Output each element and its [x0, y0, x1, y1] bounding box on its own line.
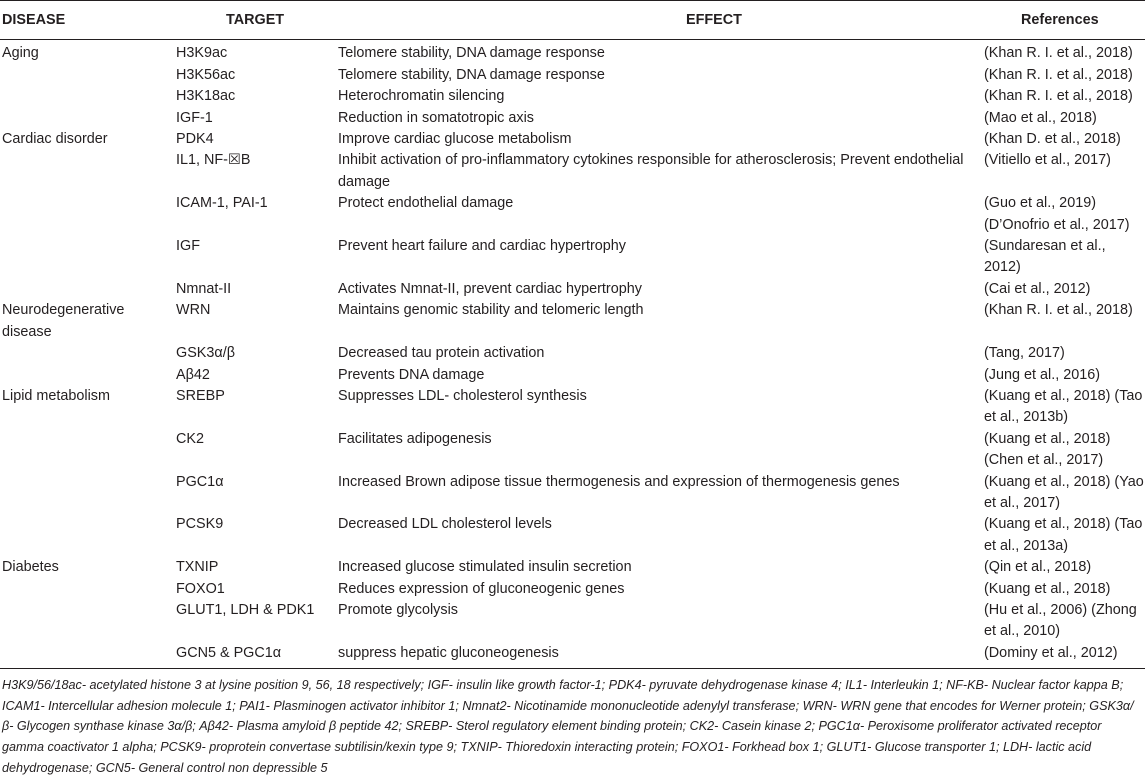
table-row — [0, 65, 1145, 86]
cell-effect: Prevents DNA damage — [338, 366, 485, 383]
cell-target: Nmnat-II — [176, 280, 232, 297]
cell-references: (Kuang et al., 2018) (Tao et al., 2013b) — [984, 387, 1143, 426]
cell-disease — [0, 365, 176, 386]
cell-references: (Sundaresan et al., 2012) — [984, 238, 1106, 276]
cell-references: (Khan R. I. et al., 2018) — [984, 66, 1133, 83]
cell-effect: Heterochromatin silencing — [338, 88, 505, 105]
table-row — [0, 86, 1145, 107]
cell-disease — [0, 514, 176, 557]
cell-target: H3K18ac — [176, 88, 236, 105]
table-row — [0, 643, 1145, 669]
table-row — [0, 40, 1145, 65]
cell-disease — [0, 600, 176, 643]
cell-references: (Hu et al., 2006) (Zhong et al., 2010) — [984, 601, 1137, 640]
table-footnote: H3K9/56/18ac- acetylated histone 3 at lysine position 9, 56, 18 respectively; IGF- insulin like growth factor-1; PDK4- pyruvate dehydrogenase kinase 4; IL1- Interleukin 1; NF-KB- Nuclear factor kappa B; ICAM1- Intercellular adhesion molecule 1; PAI1- Plasminogen activator inhibitor 1; Nmnat2- Nicotinamide mononucleotide adenylyl transferase; WRN- WRN gene that encodes for Werner protein; GSK3α/β- Glycogen synthase kinase 3α/β; Aβ42- Plasma amyloid β peptide 42; SREBP- Sterol regulatory element binding protein; CK2- Casein kinase 2; PGC1α- Peroxisome proliferator activated receptor gamma coactivator 1 alpha; PCSK9- proprotein convertase subtilisin/kexin type 9; TXNIP- Thioredoxin interacting protein; FOXO1- Forkhead box 1; GLUT1- Glucose transporter 1; LDH- lactic acid dehydrogenase; GCN5- General control non depressible 5 — [2, 678, 1134, 775]
cell-references: (Khan R. I. et al., 2018) — [984, 302, 1133, 319]
cell-disease — [0, 643, 176, 669]
header-target: TARGET — [176, 1, 338, 40]
table-row — [0, 429, 1145, 472]
cell-target: TXNIP — [176, 559, 219, 576]
cell-effect: Promote glycolysis — [338, 601, 458, 618]
cell-effect: Reduction in somatotropic axis — [338, 109, 534, 126]
table-row — [0, 600, 1145, 643]
cell-target: GSK3α/β — [176, 345, 235, 362]
table-row — [0, 579, 1145, 600]
cell-references: (Mao et al., 2018) — [984, 109, 1097, 126]
table-row — [0, 514, 1145, 557]
cell-disease: Aging — [2, 45, 39, 62]
cell-target: WRN — [176, 302, 211, 319]
header-effect: EFFECT — [338, 1, 984, 40]
cell-effect: Protect endothelial damage — [338, 195, 514, 212]
cell-disease — [0, 236, 176, 279]
cell-target: PCSK9 — [176, 516, 224, 533]
cell-disease: Lipid metabolism — [2, 387, 110, 404]
cell-references: (Qin et al., 2018) — [984, 559, 1092, 576]
cell-effect: Activates Nmnat-II, prevent cardiac hypertrophy — [338, 280, 642, 297]
cell-target: FOXO1 — [176, 580, 225, 597]
cell-disease — [0, 65, 176, 86]
header-row — [0, 1, 1145, 40]
cell-effect: Maintains genomic stability and telomeric length — [338, 302, 644, 319]
cell-target: IL1, NF-☒B — [176, 152, 251, 169]
cell-target: Aβ42 — [176, 366, 210, 383]
cell-disease — [0, 150, 176, 193]
cell-target: IGF — [176, 238, 200, 255]
cell-target: GLUT1, LDH & PDK1 — [176, 601, 315, 618]
table-row — [0, 193, 1145, 236]
cell-references: (Jung et al., 2016) — [984, 366, 1100, 383]
cell-references: (Tang, 2017) — [984, 345, 1065, 362]
cell-references: (Kuang et al., 2018) (Yao et al., 2017) — [984, 473, 1144, 511]
cell-effect: Prevent heart failure and cardiac hypertrophy — [338, 238, 626, 255]
cell-effect: Suppresses LDL- cholesterol synthesis — [338, 387, 587, 404]
header-references: References — [984, 1, 1145, 40]
cell-disease — [0, 472, 176, 515]
cell-effect: Inhibit activation of pro-inflammatory cytokines responsible for atherosclerosis; Prevent endothelial damage — [338, 152, 964, 190]
cell-target: ICAM-1, PAI-1 — [176, 195, 268, 212]
table-row — [0, 108, 1145, 129]
table-row — [0, 236, 1145, 279]
cell-references: (Khan R. I. et al., 2018) — [984, 88, 1133, 105]
cell-target: GCN5 & PGC1α — [176, 643, 338, 669]
cell-references: (Kuang et al., 2018) (Tao et al., 2013a) — [984, 516, 1143, 554]
cell-effect: Increased glucose stimulated insulin secretion — [338, 559, 632, 576]
cell-target: SREBP — [176, 387, 225, 404]
cell-disease: Neurodegenerative disease — [2, 302, 125, 340]
cell-references: (Vitiello et al., 2017) — [984, 152, 1111, 169]
table-row — [0, 365, 1145, 386]
cell-target: PGC1α — [176, 473, 224, 490]
table-row — [0, 386, 1145, 429]
cell-references: (Khan D. et al., 2018) — [984, 131, 1121, 148]
cell-references: (Dominy et al., 2012) — [984, 643, 1145, 669]
table-row — [0, 279, 1145, 300]
table-body — [0, 40, 1145, 669]
cell-target: H3K9ac — [176, 45, 228, 62]
cell-references: (Khan R. I. et al., 2018) — [984, 45, 1133, 62]
cell-disease: Cardiac disorder — [2, 131, 108, 148]
cell-target: CK2 — [176, 430, 204, 447]
table-row — [0, 343, 1145, 364]
cell-references: (Kuang et al., 2018) — [984, 580, 1111, 597]
cell-disease — [0, 86, 176, 107]
cell-references: (Guo et al., 2019) (D’Onofrio et al., 2017) — [984, 195, 1130, 233]
cell-disease — [0, 193, 176, 236]
cell-effect: Increased Brown adipose tissue thermogenesis and expression of thermogenesis genes — [338, 473, 900, 490]
table-row — [0, 472, 1145, 515]
cell-target: H3K56ac — [176, 66, 236, 83]
header-disease: DISEASE — [0, 1, 176, 40]
cell-effect: Facilitates adipogenesis — [338, 430, 492, 447]
cell-disease — [0, 279, 176, 300]
cell-target: IGF-1 — [176, 109, 213, 126]
cell-disease — [0, 429, 176, 472]
cell-effect: Decreased LDL cholesterol levels — [338, 516, 552, 533]
table-row — [0, 557, 1145, 578]
cell-effect: Telomere stability, DNA damage response — [338, 45, 605, 62]
cell-disease — [0, 343, 176, 364]
cell-disease — [0, 579, 176, 600]
table-row — [0, 300, 1145, 343]
cell-disease — [0, 108, 176, 129]
cell-effect: Telomere stability, DNA damage response — [338, 66, 605, 83]
cell-target: PDK4 — [176, 131, 214, 148]
table-row — [0, 129, 1145, 150]
table-row — [0, 150, 1145, 193]
cell-disease: Diabetes — [2, 559, 59, 576]
cell-effect: Improve cardiac glucose metabolism — [338, 131, 572, 148]
cell-references: (Kuang et al., 2018) (Chen et al., 2017) — [984, 430, 1111, 469]
cell-effect: suppress hepatic gluconeogenesis — [338, 643, 984, 669]
cell-effect: Decreased tau protein activation — [338, 345, 545, 362]
cell-references: (Cai et al., 2012) — [984, 280, 1091, 297]
cell-effect: Reduces expression of gluconeogenic genes — [338, 580, 625, 597]
table-header — [0, 1, 1145, 40]
